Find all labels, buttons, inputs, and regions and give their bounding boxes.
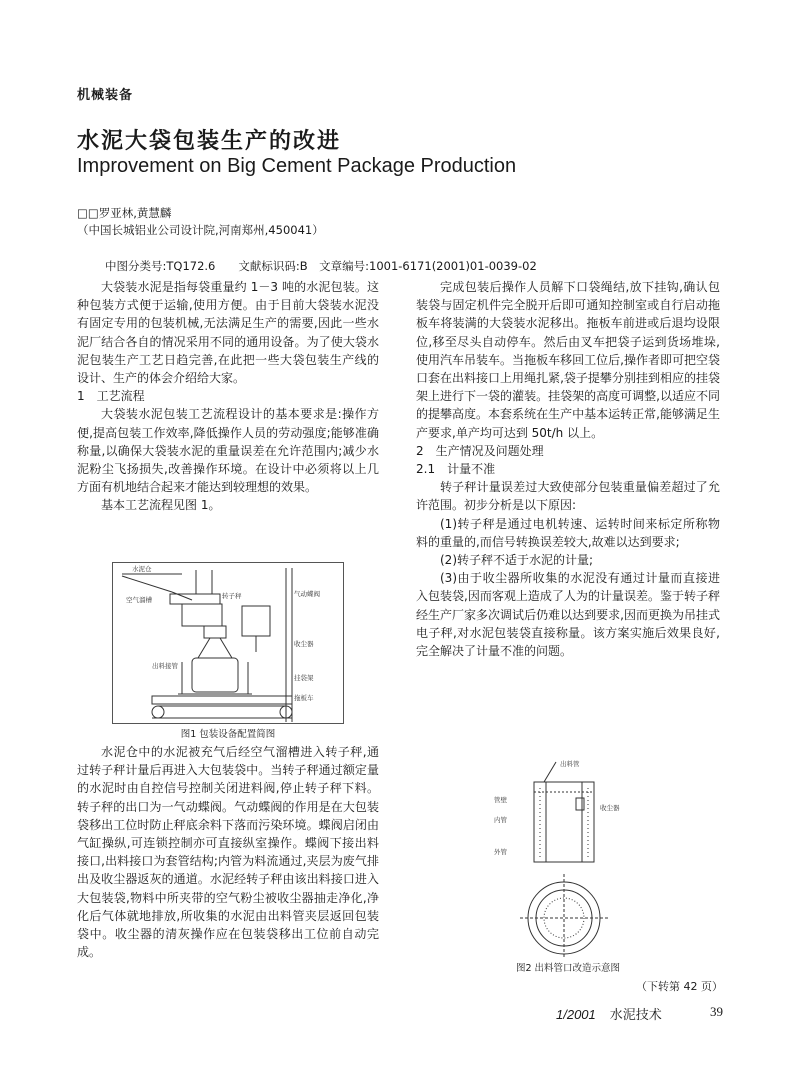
fig1-label-collector: 收尘器 [294,640,314,648]
paragraph-reason-2: (2)转子秤不适于水泥的计量; [440,553,594,568]
paragraph-analysis: 转子秤计量误差过大致使部分包装重量偏差超过了允许范围。初步分析是以下原因: [416,480,720,513]
article-title-chinese: 水泥大袋包装生产的改进 [77,129,342,154]
paragraph-reason-1: (1)转子秤是通过电机转速、运转时间来标定所称物料的重量的,而信号转换误差较大,故难以达到要求; [416,516,720,549]
fig1-label-silo: 水泥仓 [132,565,152,573]
paragraph-figure-ref: 基本工艺流程见图 1。 [101,498,221,513]
paragraph-intro: 大袋装水泥是指每袋重量约 1－3 吨的水泥包装。这种包装方式便于运输,使用方便。由于目前大袋装水泥没有固定专用的包装机械,无法满足生产的需要,因此一些水泥厂结合各自的情况采用不同的通用设备。为了使大袋水泥包装生产工艺日趋完善,在此把一些大袋包装生产线的设计、生产的体会介绍给大家。 [77,280,379,386]
fig1-label-discharge: 出料接管 [152,662,178,670]
heading-inaccurate-weighing: 2.1 计量不准 [416,462,496,477]
continued-note: （下转第 42 页） [636,980,723,993]
journal-issue: 1/2001 [556,1007,596,1022]
right-column [416,278,720,660]
article-title-english: Improvement on Big Cement Package Production [77,155,517,177]
left-column [77,278,379,515]
fig2-label-pipe-wall: 管壁 [494,796,507,804]
fig2-label-outer: 外管 [494,848,507,856]
page-number: 39 [710,1004,723,1019]
journal-footer [556,1004,662,1023]
fig1-label-trolley: 拖板车 [294,694,314,702]
paragraph-process-description: 水泥仓中的水泥被充气后经空气溜槽进入转子秤,通过转子秤计量后再进入大包装袋中。当转子秤通过额定量的水泥时由自控信号控制关闭进料阀,停止转子秤下料。转子秤的出口为一气动蝶阀。气动蝶阀的作用是在大包装袋移出工位时防止秤底余料下落而污染环境。蝶阀启闭由气缸操纵,可连锁控制亦可直接纵室操作。蝶阀下接出料接口,出料接口为套管结构;内管为料流通过,夹层为废气排出及收尘器返灰的通道。水泥经转子秤由该出料接口进入大包装袋,物料中所夹带的空气粉尘被收尘器抽走净化,净化后气体就地排放,所收集的水泥由出料管夹层返回包装袋中。收尘器的清灰操作应在包装袋移出工位前自动完成。 [77,745,379,960]
paragraph-operation: 完成包装后操作人员解下口袋绳结,放下挂钩,确认包装袋与固定机件完全脱开后即可通知控制室或自行启动拖板车将装满的大袋装水泥移出。拖板车前进或后退均设限位,移至尽头自动停车。然后由叉车把袋子运到货场堆垛,使用汽车吊装车。当拖板车移回工位后,操作者即可把空袋口套在出料接口上用绳扎紧,袋子提攀分别挂到相应的挂袋架上进行下一袋的灌装。挂袋架的高度可调整,以适应不同的提攀高度。本套系统在生产中基本运转正常,能够满足生产要求,单产均可达到 50t/h 以上。 [416,280,720,440]
section-label: 机械装备 [77,88,134,103]
heading-process-flow: 1 工艺流程 [77,389,145,404]
fig2-label-discharge-pipe: 出料管 [560,760,580,768]
affiliation: （中国长城铝业公司设计院,河南郑州,450041） [77,223,324,237]
paragraph-requirements: 大袋装水泥包装工艺流程设计的基本要求是:操作方便,提高包装工作效率,降低操作人员的劳动强度;能够准确称量,以确保大袋装水泥的重量误差在允许范围内;减少水泥粉尘飞扬损失,改善操作环境。在设计中必须将以上几方面有机地结合起来才能达到较理想的效果。 [77,407,379,495]
fig1-label-butterfly-valve: 气动蝶阀 [294,590,320,598]
paragraph-reason-3: (3)由于收尘器所收集的水泥没有通过计量而直接进入包装袋,因而客观上造成了人为的计量误差。鉴于转子秤经生产厂家多次调试后仍难以达到要求,因而更换为吊挂式电子秤,对水泥包装袋直接称量。该方案实施后效果良好,完全解决了计量不准的问题。 [416,571,720,659]
figure-1-equipment-diagram [112,562,344,724]
fig1-label-hanger: 挂袋架 [294,674,314,682]
fig2-label-inner: 内管 [494,816,507,824]
classification-line: 中图分类号:TQ172.6 文献标识码:B 文章编号:1001-6171(2001)01-0039-02 [105,259,537,273]
fig1-label-rotor-scale: 转子秤 [222,592,242,600]
heading-production: 2 生产情况及问题处理 [416,443,544,458]
figure-1-caption: 图1 包装设备配置简图 [180,729,276,740]
authors: □□罗亚林,黄慧麟 [77,206,172,220]
journal-name: 水泥技术 [609,1008,662,1023]
fig1-label-air-slide: 空气溜槽 [126,596,152,604]
figure-2-discharge-pipe-diagram [490,758,650,958]
fig2-label-collector: 收尘器 [600,804,620,812]
left-column-continued [77,743,379,961]
figure-2-caption: 图2 出料管口改造示意图 [515,963,621,974]
